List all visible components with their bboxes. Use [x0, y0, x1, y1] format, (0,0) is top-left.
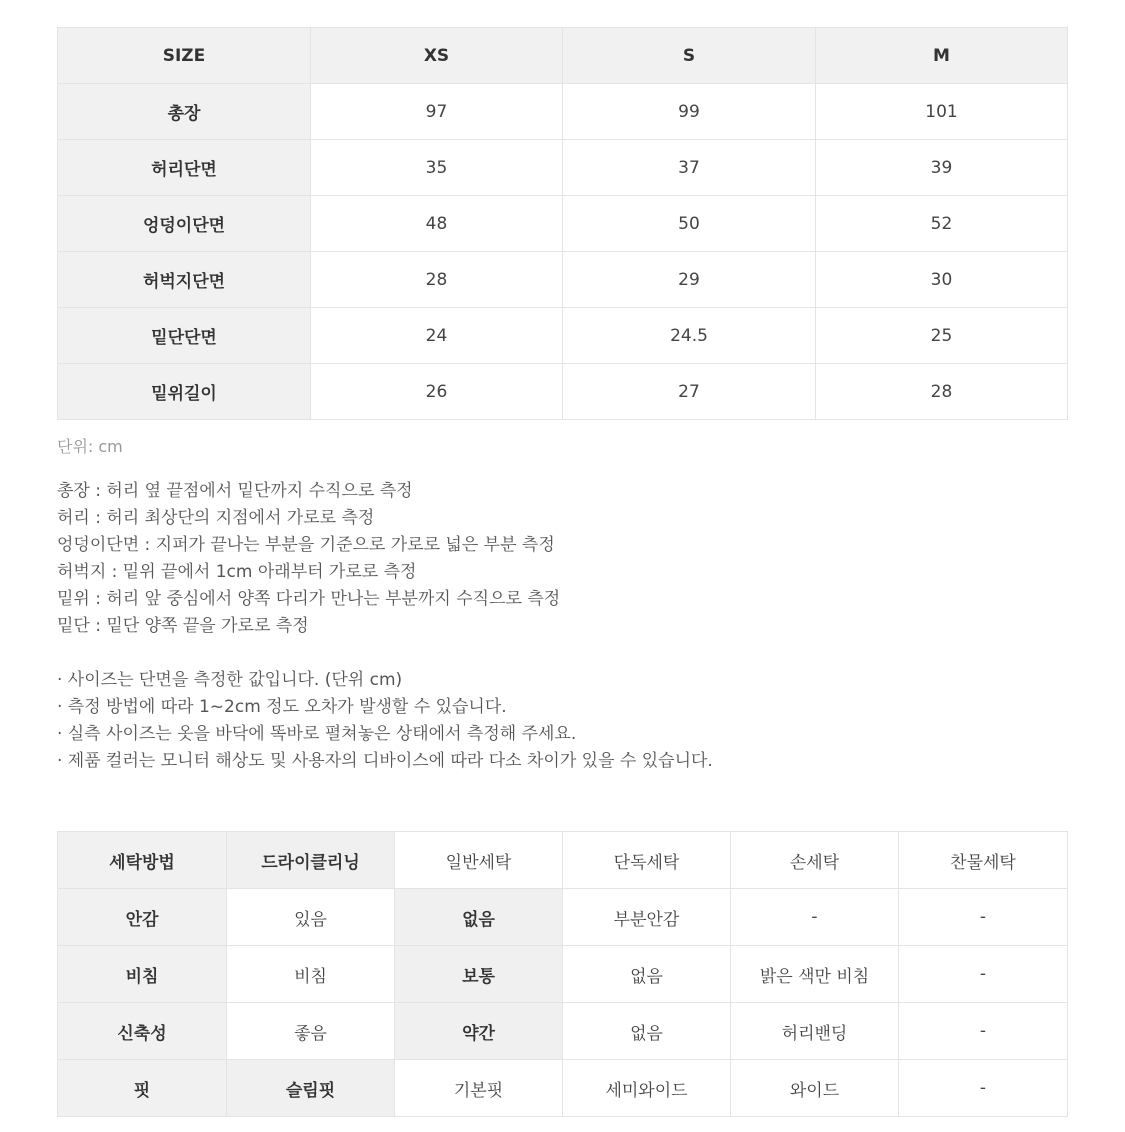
definition-line: 엉덩이단면 : 지퍼가 끝나는 부분을 기준으로 가로로 넓은 부분 측정 — [57, 535, 555, 555]
care-option-cell: 찬물세탁 — [899, 832, 1068, 889]
care-row-label: 비침 — [58, 946, 227, 1003]
size-row-label: 밑단단면 — [58, 308, 311, 364]
size-value-cell: 26 — [311, 364, 563, 420]
size-row — [58, 140, 1068, 196]
care-row — [58, 889, 1068, 946]
size-row — [58, 252, 1068, 308]
size-row-label: 총장 — [58, 84, 311, 140]
size-value-cell: 39 — [816, 140, 1068, 196]
size-row-label: 허벅지단면 — [58, 252, 311, 308]
size-value-cell: 24.5 — [563, 308, 816, 364]
size-row-label: 밑위길이 — [58, 364, 311, 420]
size-row — [58, 196, 1068, 252]
measurement-definitions — [57, 478, 560, 640]
care-option-cell: 부분안감 — [563, 889, 731, 946]
care-option-cell: 없음 — [563, 1003, 731, 1060]
definition-line: 허벅지 : 밑위 끝에서 1cm 아래부터 가로로 측정 — [57, 562, 417, 582]
size-header-cell: SIZE — [58, 28, 311, 84]
care-row — [58, 946, 1068, 1003]
care-option-cell: 손세탁 — [731, 832, 899, 889]
size-table — [57, 27, 1068, 420]
size-notes — [57, 667, 713, 775]
care-option-cell: 세미와이드 — [563, 1060, 731, 1117]
care-option-cell: 와이드 — [731, 1060, 899, 1117]
care-option-cell: 약간 — [395, 1003, 563, 1060]
size-value-cell: 30 — [816, 252, 1068, 308]
size-header-cell: M — [816, 28, 1068, 84]
definition-line: 총장 : 허리 옆 끝점에서 밑단까지 수직으로 측정 — [57, 481, 413, 501]
care-option-cell: 보통 — [395, 946, 563, 1003]
care-option-cell: 단독세탁 — [563, 832, 731, 889]
note-line: · 제품 컬러는 모니터 해상도 및 사용자의 디바이스에 따라 다소 차이가 있을 수 있습니다. — [57, 751, 713, 771]
care-option-cell: - — [899, 1003, 1068, 1060]
care-option-cell: - — [899, 1060, 1068, 1117]
unit-note: 단위: cm — [57, 437, 123, 456]
definition-line: 허리 : 허리 최상단의 지점에서 가로로 측정 — [57, 508, 375, 528]
care-row-label: 세탁방법 — [58, 832, 227, 889]
care-option-cell: 기본핏 — [395, 1060, 563, 1117]
note-line: · 사이즈는 단면을 측정한 값입니다. (단위 cm) — [57, 670, 403, 690]
care-option-cell: 비침 — [227, 946, 395, 1003]
size-value-cell: 48 — [311, 196, 563, 252]
size-value-cell: 24 — [311, 308, 563, 364]
care-option-cell: 좋음 — [227, 1003, 395, 1060]
size-value-cell: 28 — [816, 364, 1068, 420]
care-row — [58, 1003, 1068, 1060]
care-option-cell: 허리밴딩 — [731, 1003, 899, 1060]
care-option-cell: 없음 — [395, 889, 563, 946]
size-value-cell: 52 — [816, 196, 1068, 252]
size-row-label: 허리단면 — [58, 140, 311, 196]
care-option-cell: 있음 — [227, 889, 395, 946]
size-value-cell: 28 — [311, 252, 563, 308]
size-header-cell: S — [563, 28, 816, 84]
care-option-cell: - — [731, 889, 899, 946]
size-value-cell: 99 — [563, 84, 816, 140]
care-info-table — [57, 831, 1068, 1117]
definition-line: 밑위 : 허리 앞 중심에서 양쪽 다리가 만나는 부분까지 수직으로 측정 — [57, 589, 561, 609]
care-option-cell: 드라이클리닝 — [227, 832, 395, 889]
size-header-cell: XS — [311, 28, 563, 84]
care-option-cell: - — [899, 889, 1068, 946]
size-value-cell: 37 — [563, 140, 816, 196]
size-value-cell: 25 — [816, 308, 1068, 364]
care-option-cell: 밝은 색만 비침 — [731, 946, 899, 1003]
care-row-label: 안감 — [58, 889, 227, 946]
size-value-cell: 97 — [311, 84, 563, 140]
care-row-label: 핏 — [58, 1060, 227, 1117]
size-row — [58, 308, 1068, 364]
care-row-label: 신축성 — [58, 1003, 227, 1060]
size-value-cell: 29 — [563, 252, 816, 308]
size-row-label: 엉덩이단면 — [58, 196, 311, 252]
care-option-cell: 일반세탁 — [395, 832, 563, 889]
size-value-cell: 50 — [563, 196, 816, 252]
size-value-cell: 27 — [563, 364, 816, 420]
definition-line: 밑단 : 밑단 양쪽 끝을 가로로 측정 — [57, 616, 309, 636]
care-row — [58, 832, 1068, 889]
note-line: · 실측 사이즈는 옷을 바닥에 똑바로 펼쳐놓은 상태에서 측정해 주세요. — [57, 724, 577, 744]
size-value-cell: 35 — [311, 140, 563, 196]
size-row — [58, 364, 1068, 420]
care-option-cell: 없음 — [563, 946, 731, 1003]
size-header-row — [58, 28, 1068, 84]
care-row — [58, 1060, 1068, 1117]
care-option-cell: 슬림핏 — [227, 1060, 395, 1117]
note-line: · 측정 방법에 따라 1~2cm 정도 오차가 발생할 수 있습니다. — [57, 697, 507, 717]
size-value-cell: 101 — [816, 84, 1068, 140]
care-option-cell: - — [899, 946, 1068, 1003]
size-row — [58, 84, 1068, 140]
